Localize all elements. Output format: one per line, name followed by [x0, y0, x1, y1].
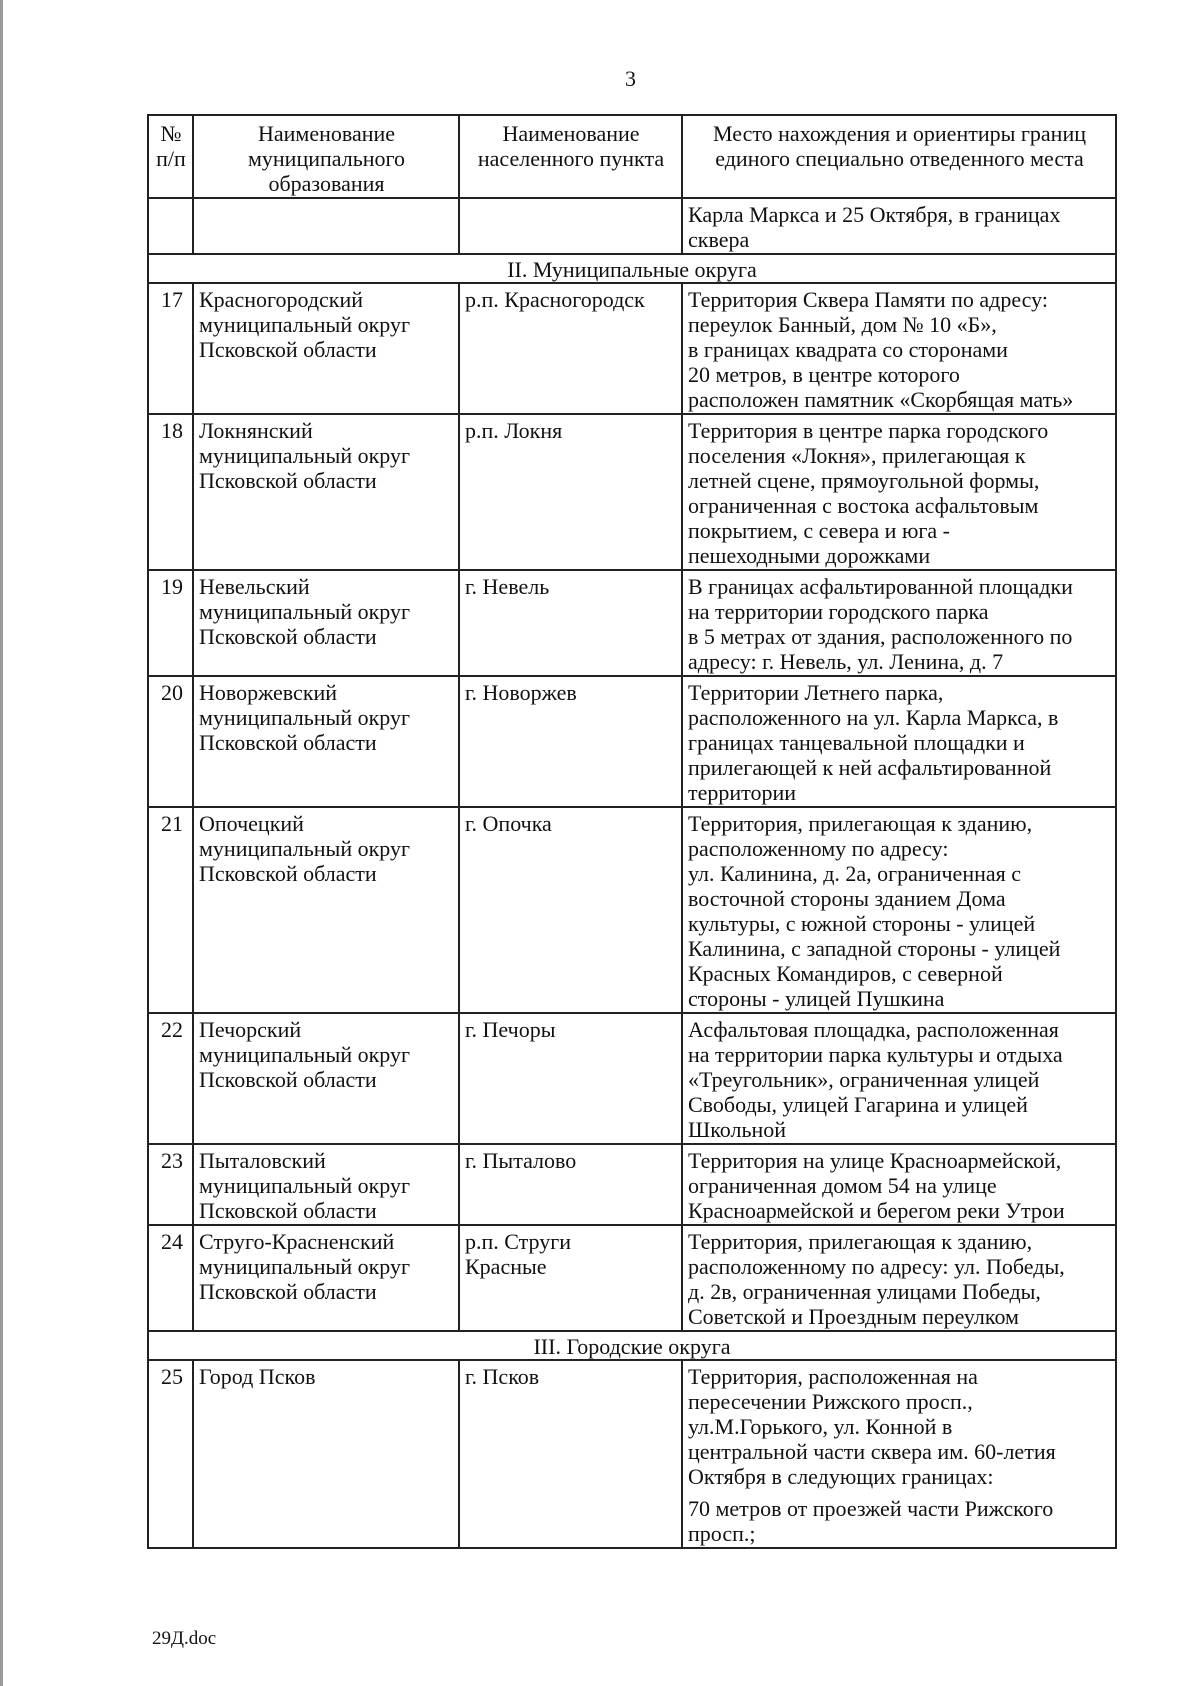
table-row: [148, 570, 1116, 676]
settlement-cell: р.п. Струги Красные: [459, 1225, 682, 1331]
municipality-cell: Печорский муниципальный округ Псковской области: [193, 1013, 459, 1144]
municipality-cell: Локнянский муниципальный округ Псковской области: [193, 414, 459, 570]
municipality-cell: Пыталовский муниципальный округ Псковской области: [193, 1144, 459, 1225]
location-cell: Территория, расположенная на пересечении Рижского просп., ул.М.Горького, ул. Конной в центральной части сквера им. 60-летия Октября в следующих границах: 70 метров от проезжей части Рижского просп.;: [682, 1360, 1116, 1548]
row-number: 18: [148, 414, 193, 570]
location-cell: Территории Летнего парка, расположенного на ул. Карла Маркса, в границах танцевальной площадки и прилегающей к ней асфальтированной территории: [682, 676, 1116, 807]
settlement-cell: г. Печоры: [459, 1013, 682, 1144]
table-row: [148, 283, 1116, 414]
municipality-cell: Невельский муниципальный округ Псковской области: [193, 570, 459, 676]
settlement-cell: г. Псков: [459, 1360, 682, 1548]
header-num: № п/п: [148, 115, 193, 198]
table-row: [148, 414, 1116, 570]
section-heading: III. Городские округа: [148, 1331, 1116, 1360]
row-number: 25: [148, 1360, 193, 1548]
settlement-cell: р.п. Локня: [459, 414, 682, 570]
section-heading: II. Муниципальные округа: [148, 254, 1116, 283]
location-cell: Территория, прилегающая к зданию, расположенному по адресу: ул. Победы, д. 2в, ограниченная улицами Победы, Советской и Проездным переулком: [682, 1225, 1116, 1331]
row-number: 22: [148, 1013, 193, 1144]
location-cell: Территория на улице Красноармейской, ограниченная домом 54 на улице Красноармейской и берегом реки Утрои: [682, 1144, 1116, 1225]
settlement-cell: г. Невель: [459, 570, 682, 676]
municipality-cell: Струго-Красненский муниципальный округ Псковской области: [193, 1225, 459, 1331]
table-cell: [459, 198, 682, 254]
continuation-row: [148, 198, 1116, 254]
table-row: [148, 1225, 1116, 1331]
table-row: [148, 807, 1116, 1013]
settlement-cell: р.п. Красногородск: [459, 283, 682, 414]
location-cell: Асфальтовая площадка, расположенная на территории парка культуры и отдыха «Треугольник», ограниченная улицей Свободы, улицей Гагарина и улицей Школьной: [682, 1013, 1116, 1144]
footer-file-name: 29Д.doc: [152, 1628, 217, 1649]
settlement-cell: г. Новоржев: [459, 676, 682, 807]
row-number: 24: [148, 1225, 193, 1331]
table-header-row: [148, 115, 1116, 198]
page-number: 3: [625, 66, 636, 91]
header-settlement: Наименование населенного пункта: [459, 115, 682, 198]
table-row: [148, 1013, 1116, 1144]
municipality-cell: Красногородский муниципальный округ Псковской области: [193, 283, 459, 414]
municipality-cell: Новоржевский муниципальный округ Псковской области: [193, 676, 459, 807]
row-number: 23: [148, 1144, 193, 1225]
table-cell: [193, 198, 459, 254]
settlement-cell: г. Пыталово: [459, 1144, 682, 1225]
row-number: 21: [148, 807, 193, 1013]
location-cell: Территория, прилегающая к зданию, расположенному по адресу: ул. Калинина, д. 2а, ограниченная с восточной стороны зданием Дома культуры, с южной стороны - улицей Калинина, с западной стороны - улицей Красных Командиров, с северной стороны - улицей Пушкина: [682, 807, 1116, 1013]
sites-table: [147, 114, 1117, 1549]
location-cell: В границах асфальтированной площадки на территории городского парка в 5 метрах от здания, расположенного по адресу: г. Невель, ул. Ленина, д. 7: [682, 570, 1116, 676]
settlement-cell: г. Опочка: [459, 807, 682, 1013]
section-row: [148, 1331, 1116, 1360]
municipality-cell: Город Псков: [193, 1360, 459, 1548]
table-row: [148, 1360, 1116, 1548]
location-cell: Территория в центре парка городского поселения «Локня», прилегающая к летней сцене, прямоугольной формы, ограниченная с востока асфальтовым покрытием, с севера и юга - пешеходными дорожками: [682, 414, 1116, 570]
header-municipality: Наименование муниципального образования: [193, 115, 459, 198]
row-number: 19: [148, 570, 193, 676]
scan-edge: [0, 0, 3, 1686]
row-number: 17: [148, 283, 193, 414]
table-row: [148, 1144, 1116, 1225]
row-number: 20: [148, 676, 193, 807]
section-row: [148, 254, 1116, 283]
header-location: Место нахождения и ориентиры границ единого специально отведенного места: [682, 115, 1116, 198]
continuation-location: Карла Маркса и 25 Октября, в границах сквера: [682, 198, 1116, 254]
table-row: [148, 676, 1116, 807]
table-cell: [148, 198, 193, 254]
location-cell: Территория Сквера Памяти по адресу: переулок Банный, дом № 10 «Б», в границах квадрата со сторонами 20 метров, в центре которого расположен памятник «Скорбящая мать»: [682, 283, 1116, 414]
municipality-cell: Опочецкий муниципальный округ Псковской области: [193, 807, 459, 1013]
